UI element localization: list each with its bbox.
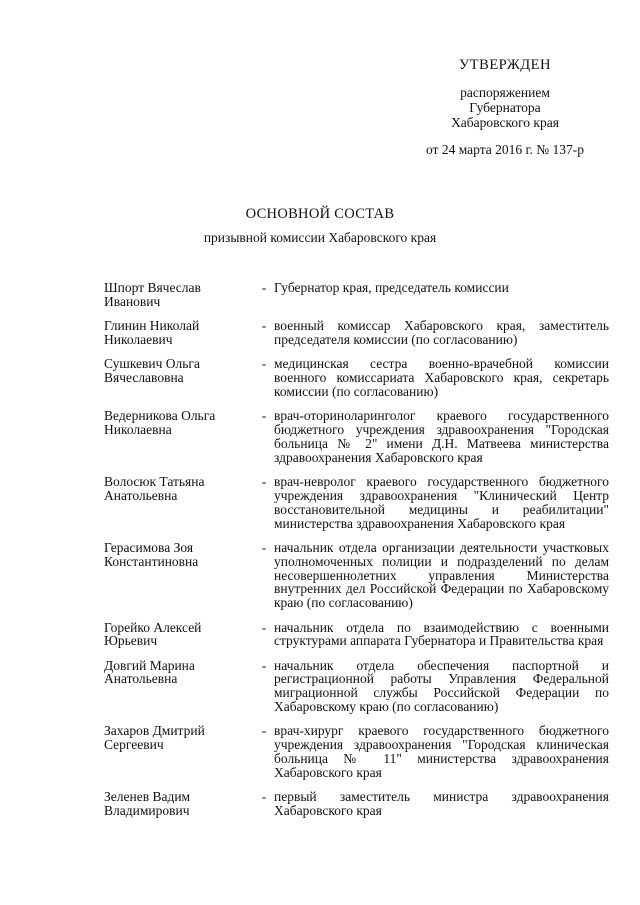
member-surname-first: Ведерникова Ольга [104,408,216,424]
document-subtitle: призывной комиссии Хабаровского края [203,230,437,245]
member-row [104,621,609,649]
member-patronymic: Юрьевич [104,633,158,649]
member-patronymic: Анатольевна [104,671,178,687]
member-name [104,790,254,818]
member-name [104,621,254,649]
approval-line: Губернатора [469,100,541,115]
separator-dash: - [261,474,267,490]
approval-line: Хабаровского края [451,115,559,130]
separator-dash: - [261,408,267,424]
member-patronymic: Константиновна [104,553,199,569]
member-patronymic: Сергеевич [104,737,164,753]
member-role: медицинская сестра военно-врачебной комиссии военного комиссариата Хабаровского края, секретарь комиссии (по согласованию) [274,356,609,399]
member-patronymic: Вячеславовна [104,370,184,386]
member-role: врач-хирург краевого государственного бюджетного учреждения здравоохранения "Городская клиническая больница № 11" министерства здравоохранения Хабаровского края [274,723,609,780]
separator-dash: - [261,318,267,334]
member-name [104,319,254,347]
separator-dash: - [261,619,267,635]
member-name [104,724,254,779]
separator-dash: - [261,539,267,555]
member-name [104,475,254,530]
member-name [104,357,254,398]
approval-block [400,58,610,157]
member-name [104,541,254,610]
member-surname-first: Зеленев Вадим [104,789,191,805]
separator-dash: - [261,356,267,372]
member-surname-first: Довгий Марина [104,657,195,673]
member-row [104,724,609,779]
member-role: начальник отдела по взаимодействию с военными структурами аппарата Губернатора и Правительства края [274,619,609,649]
member-surname-first: Горейко Алексей [104,619,202,635]
member-surname-first: Волосюк Татьяна [104,474,205,490]
document-heading [0,206,640,246]
member-row [104,790,609,818]
member-patronymic: Анатольевна [104,487,178,503]
separator-dash: - [261,280,267,295]
member-row [104,409,609,464]
member-role: врач-невролог краевого государственного бюджетного учреждения здравоохранения "Клинический Центр восстановительной медицины и реабилитации" министерства здравоохранения Хабаровского края [274,474,609,531]
member-row [104,281,609,309]
member-surname-first: Сушкевич Ольга [104,356,200,372]
member-role: первый заместитель министра здравоохранения Хабаровского края [274,789,609,819]
approval-date: от 24 марта 2016 г. № 137-р [425,142,585,157]
separator-dash: - [261,657,267,673]
document-title: ОСНОВНОЙ СОСТАВ [245,206,395,222]
member-row [104,357,609,398]
member-role: Губернатор края, председатель комиссии [274,280,509,295]
member-name [104,281,254,309]
separator-dash: - [261,723,267,739]
member-row [104,659,609,714]
member-role: военный комиссар Хабаровского края, заместитель председателя комиссии (по согласованию) [274,318,609,347]
member-surname-first: Герасимова Зоя [104,539,194,555]
member-patronymic: Николаевич [104,331,173,347]
member-role: врач-оториноларинголог краевого государственного бюджетного учреждения здравоохранения "Городская больница № 2" имени Д.Н. Матвеева министерства здравоохранения Хабаровского края [274,408,609,465]
member-patronymic: Николаевна [104,422,172,438]
member-patronymic: Иванович [104,293,161,309]
member-role: начальник отдела организации деятельности участковых уполномоченных полиции и подразделений по делам несовершеннолетних управления Министерства внутренних дел Российской Федерации по Хабаровскому краю (по согласованию) [274,539,609,611]
member-patronymic: Владимирович [104,803,190,819]
members-list [104,281,609,828]
member-name [104,409,254,464]
member-surname-first: Захаров Дмитрий [104,723,205,739]
member-row [104,319,609,347]
member-row [104,475,609,530]
member-role: начальник отдела обеспечения паспортной и регистрационной работы Управления Федеральной миграционной службы Российской Федерации по Хабаровскому краю (по согласованию) [274,657,609,715]
approval-stamp: УТВЕРЖДЕН [459,57,551,73]
member-surname-first: Шпорт Вячеслав [104,280,201,295]
member-name [104,659,254,714]
separator-dash: - [261,789,267,805]
member-row [104,541,609,610]
approval-line: распоряжением [460,85,550,100]
member-surname-first: Глинин Николай [104,318,200,334]
